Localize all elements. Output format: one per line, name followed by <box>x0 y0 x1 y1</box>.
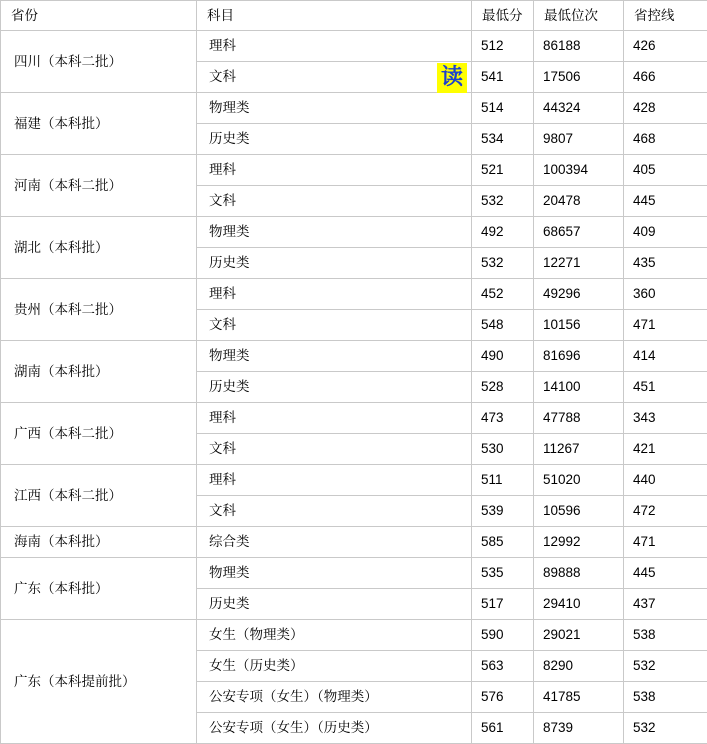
subject-cell: 历史类 <box>197 248 472 279</box>
province-line-cell: 414 <box>624 341 707 372</box>
header-subject: 科目 <box>197 1 472 31</box>
subject-cell: 物理类 <box>197 217 472 248</box>
subject-cell: 文科 <box>197 434 472 465</box>
min-score-cell: 490 <box>472 341 534 372</box>
subject-cell: 文科 <box>197 186 472 217</box>
table-header <box>1 1 707 31</box>
min-score-cell: 530 <box>472 434 534 465</box>
province-line-cell: 435 <box>624 248 707 279</box>
min-score-cell: 528 <box>472 372 534 403</box>
watermark-badge: 读 <box>437 63 467 93</box>
province-cell: 四川（本科二批） <box>1 31 197 93</box>
subject-cell: 女生（历史类） <box>197 651 472 682</box>
subject-cell: 公安专项（女生）（物理类） <box>197 682 472 713</box>
subject-cell: 文科 <box>197 62 472 93</box>
subject-cell: 理科 <box>197 279 472 310</box>
province-cell: 河南（本科二批） <box>1 155 197 217</box>
subject-cell: 公安专项（女生）（历史类） <box>197 713 472 744</box>
min-rank-cell: 89888 <box>534 558 624 589</box>
min-rank-cell: 20478 <box>534 186 624 217</box>
min-rank-cell: 41785 <box>534 682 624 713</box>
province-line-cell: 405 <box>624 155 707 186</box>
min-rank-cell: 12271 <box>534 248 624 279</box>
province-line-cell: 445 <box>624 558 707 589</box>
subject-cell: 历史类 <box>197 372 472 403</box>
min-rank-cell: 10596 <box>534 496 624 527</box>
min-rank-cell: 10156 <box>534 310 624 341</box>
province-line-cell: 428 <box>624 93 707 124</box>
province-line-cell: 532 <box>624 651 707 682</box>
min-rank-cell: 86188 <box>534 31 624 62</box>
min-score-cell: 514 <box>472 93 534 124</box>
subject-cell: 历史类 <box>197 589 472 620</box>
province-line-cell: 437 <box>624 589 707 620</box>
min-rank-cell: 51020 <box>534 465 624 496</box>
min-score-cell: 576 <box>472 682 534 713</box>
min-score-cell: 511 <box>472 465 534 496</box>
table-row <box>1 620 707 651</box>
min-score-cell: 563 <box>472 651 534 682</box>
min-rank-cell: 100394 <box>534 155 624 186</box>
province-line-cell: 421 <box>624 434 707 465</box>
min-rank-cell: 8290 <box>534 651 624 682</box>
table-row <box>1 341 707 372</box>
min-score-cell: 532 <box>472 186 534 217</box>
header-province: 省份 <box>1 1 197 31</box>
table-row <box>1 465 707 496</box>
min-rank-cell: 68657 <box>534 217 624 248</box>
province-cell: 广东（本科提前批） <box>1 620 197 744</box>
subject-cell: 理科 <box>197 155 472 186</box>
min-score-cell: 590 <box>472 620 534 651</box>
min-rank-cell: 11267 <box>534 434 624 465</box>
province-line-cell: 360 <box>624 279 707 310</box>
min-score-cell: 512 <box>472 31 534 62</box>
table-row <box>1 279 707 310</box>
subject-cell: 物理类 <box>197 558 472 589</box>
province-cell: 湖南（本科批） <box>1 341 197 403</box>
subject-cell: 理科 <box>197 465 472 496</box>
province-line-cell: 468 <box>624 124 707 155</box>
province-line-cell: 532 <box>624 713 707 744</box>
min-score-cell: 585 <box>472 527 534 558</box>
province-line-cell: 471 <box>624 310 707 341</box>
min-score-cell: 539 <box>472 496 534 527</box>
table-row <box>1 93 707 124</box>
province-line-cell: 538 <box>624 620 707 651</box>
table-row <box>1 31 707 62</box>
min-rank-cell: 9807 <box>534 124 624 155</box>
min-score-cell: 452 <box>472 279 534 310</box>
min-score-cell: 521 <box>472 155 534 186</box>
province-cell: 广东（本科批） <box>1 558 197 620</box>
min-rank-cell: 14100 <box>534 372 624 403</box>
min-score-cell: 535 <box>472 558 534 589</box>
table-row <box>1 217 707 248</box>
province-cell: 湖北（本科批） <box>1 217 197 279</box>
province-line-cell: 440 <box>624 465 707 496</box>
min-score-cell: 517 <box>472 589 534 620</box>
province-cell: 海南（本科批） <box>1 527 197 558</box>
header-min-score: 最低分 <box>472 1 534 31</box>
min-score-cell: 492 <box>472 217 534 248</box>
province-line-cell: 445 <box>624 186 707 217</box>
min-rank-cell: 29021 <box>534 620 624 651</box>
min-rank-cell: 12992 <box>534 527 624 558</box>
province-line-cell: 426 <box>624 31 707 62</box>
subject-cell: 物理类 <box>197 341 472 372</box>
min-score-cell: 534 <box>472 124 534 155</box>
province-line-cell: 451 <box>624 372 707 403</box>
subject-cell: 综合类 <box>197 527 472 558</box>
subject-cell: 历史类 <box>197 124 472 155</box>
min-score-cell: 532 <box>472 248 534 279</box>
table-body <box>1 31 707 744</box>
header-min-rank: 最低位次 <box>534 1 624 31</box>
min-rank-cell: 29410 <box>534 589 624 620</box>
province-cell: 福建（本科批） <box>1 93 197 155</box>
province-line-cell: 466 <box>624 62 707 93</box>
min-rank-cell: 8739 <box>534 713 624 744</box>
min-rank-cell: 81696 <box>534 341 624 372</box>
subject-cell: 文科 <box>197 310 472 341</box>
min-rank-cell: 47788 <box>534 403 624 434</box>
table-row <box>1 155 707 186</box>
table-row <box>1 558 707 589</box>
province-line-cell: 472 <box>624 496 707 527</box>
min-score-cell: 473 <box>472 403 534 434</box>
min-score-cell: 541 <box>472 62 534 93</box>
subject-cell: 文科 <box>197 496 472 527</box>
min-rank-cell: 17506 <box>534 62 624 93</box>
province-line-cell: 471 <box>624 527 707 558</box>
min-rank-cell: 49296 <box>534 279 624 310</box>
province-cell: 广西（本科二批） <box>1 403 197 465</box>
province-line-cell: 343 <box>624 403 707 434</box>
subject-cell: 物理类 <box>197 93 472 124</box>
table-row <box>1 527 707 558</box>
subject-cell: 女生（物理类） <box>197 620 472 651</box>
min-rank-cell: 44324 <box>534 93 624 124</box>
province-line-cell: 538 <box>624 682 707 713</box>
header-province-line: 省控线 <box>624 1 707 31</box>
province-cell: 江西（本科二批） <box>1 465 197 527</box>
min-score-cell: 548 <box>472 310 534 341</box>
province-cell: 贵州（本科二批） <box>1 279 197 341</box>
subject-cell: 理科 <box>197 403 472 434</box>
province-line-cell: 409 <box>624 217 707 248</box>
header-row <box>1 1 707 31</box>
table-row <box>1 403 707 434</box>
min-score-cell: 561 <box>472 713 534 744</box>
subject-cell: 理科 <box>197 31 472 62</box>
